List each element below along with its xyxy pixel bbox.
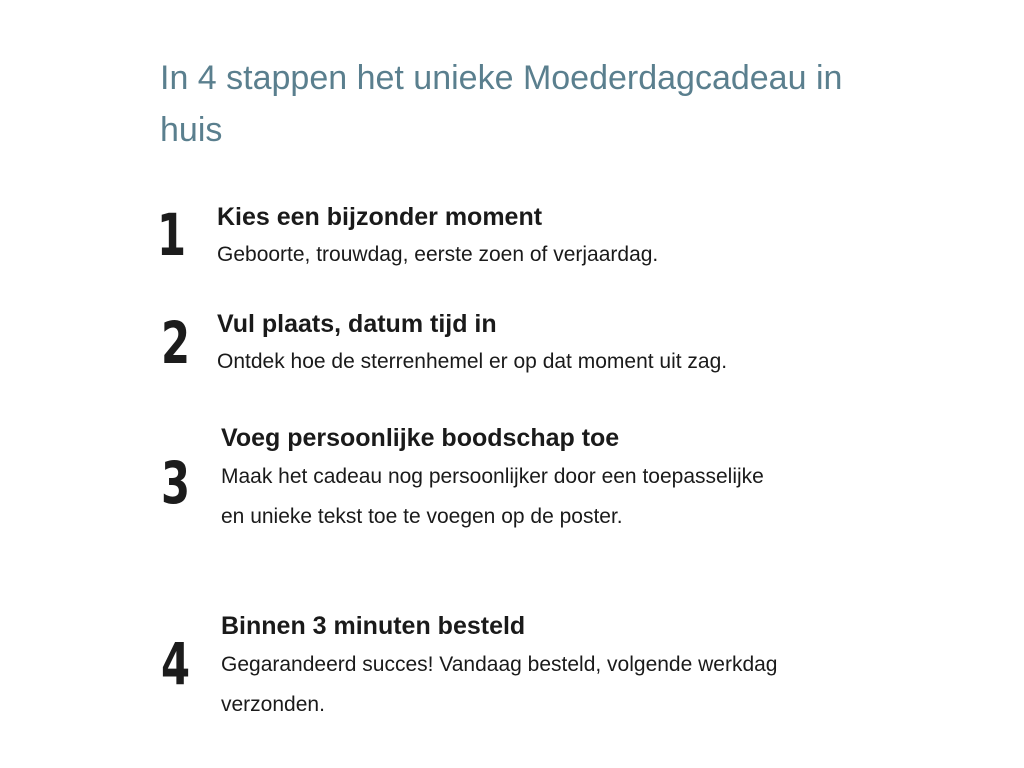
step-description: Gegarandeerd succes! Vandaag besteld, volgende werkdag verzonden. (221, 653, 778, 716)
step-heading: Kies een bijzonder moment (217, 203, 543, 231)
step-body (217, 305, 837, 381)
step-description: Ontdek hoe de sterrenhemel er op dat moment uit zag. (217, 350, 728, 373)
step-number: 3 (161, 449, 191, 517)
step-number: 4 (161, 630, 191, 698)
step-description: Geboorte, trouwdag, eerste zoen of verjaardag. (217, 243, 659, 266)
page-title: In 4 stappen het unieke Moederdagcadeau in huis (160, 59, 843, 149)
step-heading: Binnen 3 minuten besteld (221, 612, 526, 640)
step-heading: Voeg persoonlijke boodschap toe (221, 424, 620, 452)
step-body (221, 607, 781, 725)
step-body (217, 198, 837, 274)
step-body (221, 419, 781, 537)
step-heading: Vul plaats, datum tijd in (217, 310, 497, 338)
step-description: Maak het cadeau nog persoonlijker door een toepasselijke en unieke tekst toe te voegen op de poster. (221, 465, 764, 528)
step-number: 2 (161, 309, 191, 377)
step-number: 1 (157, 201, 187, 269)
